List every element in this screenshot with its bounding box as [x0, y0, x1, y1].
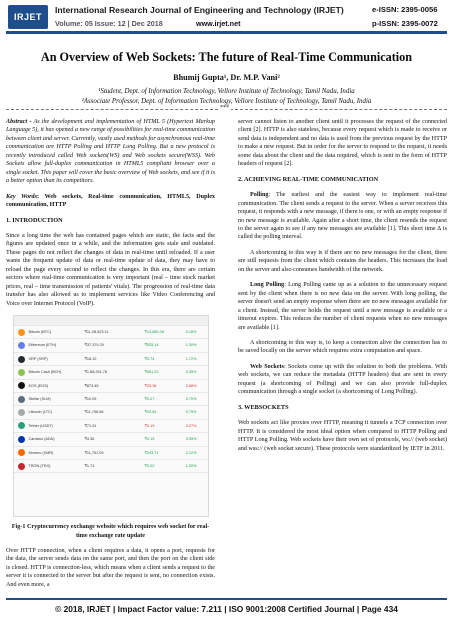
coin-name: Monero (XMR)	[28, 450, 54, 455]
p-issn: p-ISSN: 2395-0072	[372, 19, 438, 28]
left-column	[6, 118, 215, 596]
intro-paragraph-2: Over HTTP connection, when a client requires a data, it opens a port, requests for the data, the server sends data on the same port, and then the port on the client side is closed. HTTP is connection-less, which means when a client sends a request to the server it is connected to the server but after the request is sent, no connection exists. And even more, a	[6, 547, 215, 588]
web-sockets-label: Web Sockets	[250, 363, 285, 370]
coin-price: ₹11,28,623.11	[84, 330, 109, 335]
coin-percent: 3.55%	[185, 437, 197, 442]
coin-name: Litecoin (LTC)	[28, 410, 53, 415]
polling-shortcoming: A shortcoming to this way is if there are no new messages for the client, there are still requests from the client which contains the headers. This increases the load on the server and also consumes bandwidth of the network.	[238, 249, 447, 273]
figure-row	[14, 353, 208, 366]
divider-mark: ***	[220, 105, 229, 111]
e-issn: e-ISSN: 2395-0056	[372, 5, 438, 14]
figure-rows	[14, 326, 208, 473]
figure-row	[14, 433, 208, 446]
long-polling-label: Long Polling	[250, 282, 285, 289]
coin-name: TRON (TRX)	[28, 463, 51, 468]
coin-name: Stellar (XLM)	[28, 396, 51, 401]
coin-icon	[18, 329, 25, 336]
right-paragraph-0: server cannot listen to another client until it processes the request of the connected client [2]. HTTP is also stateless, because every request which is made to receive or send data is independent and no data is used from the previous request by the HTTP to make a new request. But in order for the server to respond to the request, it needs some data about the client and the data required, which is sent in the form of HTTP headers of request [2].	[238, 119, 447, 168]
coin-change: ₹0.15	[144, 437, 155, 442]
figure-row	[14, 447, 208, 460]
coin-name: Bitcoin (BTC)	[28, 330, 52, 335]
coin-icon	[18, 463, 25, 470]
right-column	[238, 118, 447, 460]
web-sockets-text: : Sockets come up with the solution to both the problems. With web sockets, we can reduce the metadata (HTTP headers) that are sent in every request (a shortcoming of Polling) and we can also provide full-duplex communication through a single socket (a shortcoming of Long Polling).	[238, 363, 447, 396]
abstract-label: Abstract -	[6, 119, 32, 125]
coin-change: ₹14,655.06	[144, 330, 164, 335]
coin-price: ₹11,751.09	[84, 450, 104, 455]
figure-row	[14, 339, 208, 352]
coin-percent: 0.27%	[185, 423, 197, 428]
coin-name: Tether (USDT)	[28, 423, 53, 428]
coin-name: Bitcoin Cash (BCH)	[28, 370, 62, 375]
coin-percent: 0.79%	[185, 410, 197, 415]
section-2-heading: 2. ACHIEVING REAL-TIME COMMUNICATION	[238, 175, 379, 183]
irjet-logo	[8, 5, 48, 29]
paper-title: An Overview of Web Sockets: The future of Real-Time Communication	[40, 50, 413, 64]
coin-change: ₹25.36	[144, 383, 157, 388]
footer-rule	[6, 598, 447, 600]
web-sockets-paragraph	[238, 363, 447, 397]
figure-caption	[6, 523, 215, 540]
affiliation-1: ¹Student, Dept. of Information Technology, Vellore Institute of Technology, Tamil Nadu, India	[98, 88, 355, 95]
coin-change: ₹0.02	[144, 463, 155, 468]
figure-row	[14, 326, 208, 339]
coin-icon	[18, 382, 25, 389]
section-3-heading: 3. WEBSOCKETS	[238, 403, 289, 411]
abstract	[6, 118, 215, 186]
coin-price: ₹873.45	[84, 383, 99, 388]
crypto-exchange-figure	[13, 315, 209, 517]
header-rule	[6, 31, 447, 34]
coin-percent: 2.12%	[185, 450, 197, 455]
polling-label: Polling	[250, 192, 269, 199]
figure-row	[14, 366, 208, 379]
figure-row	[14, 393, 208, 406]
coin-change: ₹0.19	[144, 423, 155, 428]
polling-paragraph	[238, 191, 447, 242]
coin-change: ₹92.64	[144, 410, 157, 415]
abstract-text: As the development and implementation of HTML 5 (Hypertext Markup Language 5), it has opened a new range of possibilities for real-time communication between client and server. Currently, vastly used methods for asynchronous real-time communication are HTTP Polling and HTTP Long Polling. But a new protocol is recently introduced called Web sockets(WS) and Web sockets secure(WSS). Web Sockets allow full-duplex communication in HTML5 compliant browser over a single socket. This paper will cover the basic overview of Web sockets, and see if it is a better option than its competitors.	[6, 119, 216, 185]
polling-text: : The earliest and the easiest way to implement real-time communication. The client sends a request to the server. When a server receives this request, it responds with a new message, if there is one, or with an empty response if no new message is available. Again after a short time, the client resends the request to the server again to see if any new messages are available [1]. This short time ∆ is called the polling interval.	[238, 192, 447, 241]
coin-price: ₹37,379.20	[84, 343, 104, 348]
coin-name: EOS (EOS)	[28, 383, 49, 388]
coin-icon	[18, 449, 25, 456]
websockets-paragraph: Web sockets act like proxies over HTTP, meaning it tunnels a TCP connection over HTTP. It is considered the most ideal option when compared to HTTP Polling and HTTP Long Polling. Web sockets have their own set of protocols, ws:// (web socket) and wss:// (web socket secure). These protocols were standardized by IETF in 2011.	[238, 420, 447, 452]
long-polling-paragraph	[238, 281, 447, 332]
coin-icon	[18, 409, 25, 416]
page-footer: © 2018, IRJET | Impact Factor value: 7.211 | ISO 9001:2008 Certified Journal | Page 434	[55, 604, 398, 614]
keywords	[6, 193, 215, 210]
coin-percent: 0.16%	[185, 330, 197, 335]
keywords-text: : Web sockets, Real-time communication, HTML5, Duplex communication, HTTP	[6, 193, 215, 209]
keywords-label: Key Words	[6, 193, 38, 200]
intro-heading: 1. INTRODUCTION	[6, 216, 63, 224]
paper-authors: Bhumij Gupta¹, Dr. M.P. Vani²	[173, 73, 280, 82]
coin-percent: 2.88%	[185, 383, 197, 388]
journal-website: www.irjet.net	[196, 19, 241, 28]
coin-name: Ethereum (ETH)	[28, 343, 57, 348]
coin-percent: 0.35%	[185, 370, 197, 375]
coin-change: ₹0.74	[144, 356, 155, 361]
coin-icon	[18, 422, 25, 429]
figure-row	[14, 420, 208, 433]
figure-row	[14, 406, 208, 419]
journal-header	[0, 0, 453, 38]
volume-issue: Volume: 05 Issue: 12 | Dec 2018	[55, 19, 163, 28]
coin-price: ₹71.31	[84, 423, 97, 428]
coin-change: ₹525.14	[144, 343, 159, 348]
coin-percent: 1.30%	[185, 463, 197, 468]
coin-price: ₹4.36	[84, 437, 95, 442]
affiliation-2: ²Associate Professor, Dept. of Information Technology, Vellore Institute of Technology, Tamil Nadu, India	[81, 98, 372, 105]
coin-icon	[18, 436, 25, 443]
coin-percent: 0.70%	[185, 396, 197, 401]
coin-change: ₹661.22	[144, 370, 159, 375]
figure-caption-text: Fig-1 Cryptocurrency exchange website which requires web socket for real-time exchange rate update	[11, 524, 210, 539]
coin-change: ₹243.71	[144, 450, 159, 455]
figure-header-bar	[14, 316, 208, 326]
coin-name: XRP (XRP)	[28, 356, 48, 361]
coin-price: ₹1.71	[84, 463, 95, 468]
coin-icon	[18, 396, 25, 403]
coin-percent: 1.30%	[185, 343, 197, 348]
figure-row	[14, 460, 208, 473]
logo-text: IRJET	[13, 12, 42, 22]
long-polling-text: : Long Polling came up as a solution to the unnecessary request sent by the client when there is no new data on the server. With long polling, the server doesn't send an empty response when there are no new messages available for a client. Instead, the server holds the request until a new message is available or a timeout expires. This reduces the number of client requests when no new messages are available [1].	[238, 282, 447, 331]
coin-change: ₹0.07	[144, 396, 155, 401]
journal-title: International Research Journal of Engineering and Technology (IRJET)	[55, 5, 344, 15]
coin-icon	[18, 369, 25, 376]
coin-icon	[18, 356, 25, 363]
coin-price: ₹10.09	[84, 396, 97, 401]
coin-percent: 1.72%	[185, 356, 197, 361]
figure-row	[14, 380, 208, 393]
coin-price: ₹11,798.56	[84, 410, 104, 415]
coin-name: Cardano (ADA)	[28, 437, 55, 442]
intro-paragraph-1: Since a long time the web has contained pages which are static, the facts and the figures are updated once in a while, and the information gets stale and outdated. These pages do not reflect the changes of data in real-time until reloaded. If a user wants the frequent update of data or real-time update of data, they may have to reload the page every second to reflect the changes. In this era, there are certain sectors where real-time communication is very important (real – time stock market prices, real – time transmission of patients' vitals). The progression of real-time data transfer has also allowed us to implement services like Video Conferencing and Voice over Internet Protocol (VoIP).	[6, 232, 215, 307]
coin-price: ₹18.10	[84, 356, 97, 361]
coin-icon	[18, 342, 25, 349]
long-polling-shortcoming: A shortcoming to this way is, to keep a connection alive the connection has to be saved locally on the server which requires extra computation and space.	[238, 339, 447, 355]
coin-price: ₹1,88,261.76	[84, 370, 107, 375]
